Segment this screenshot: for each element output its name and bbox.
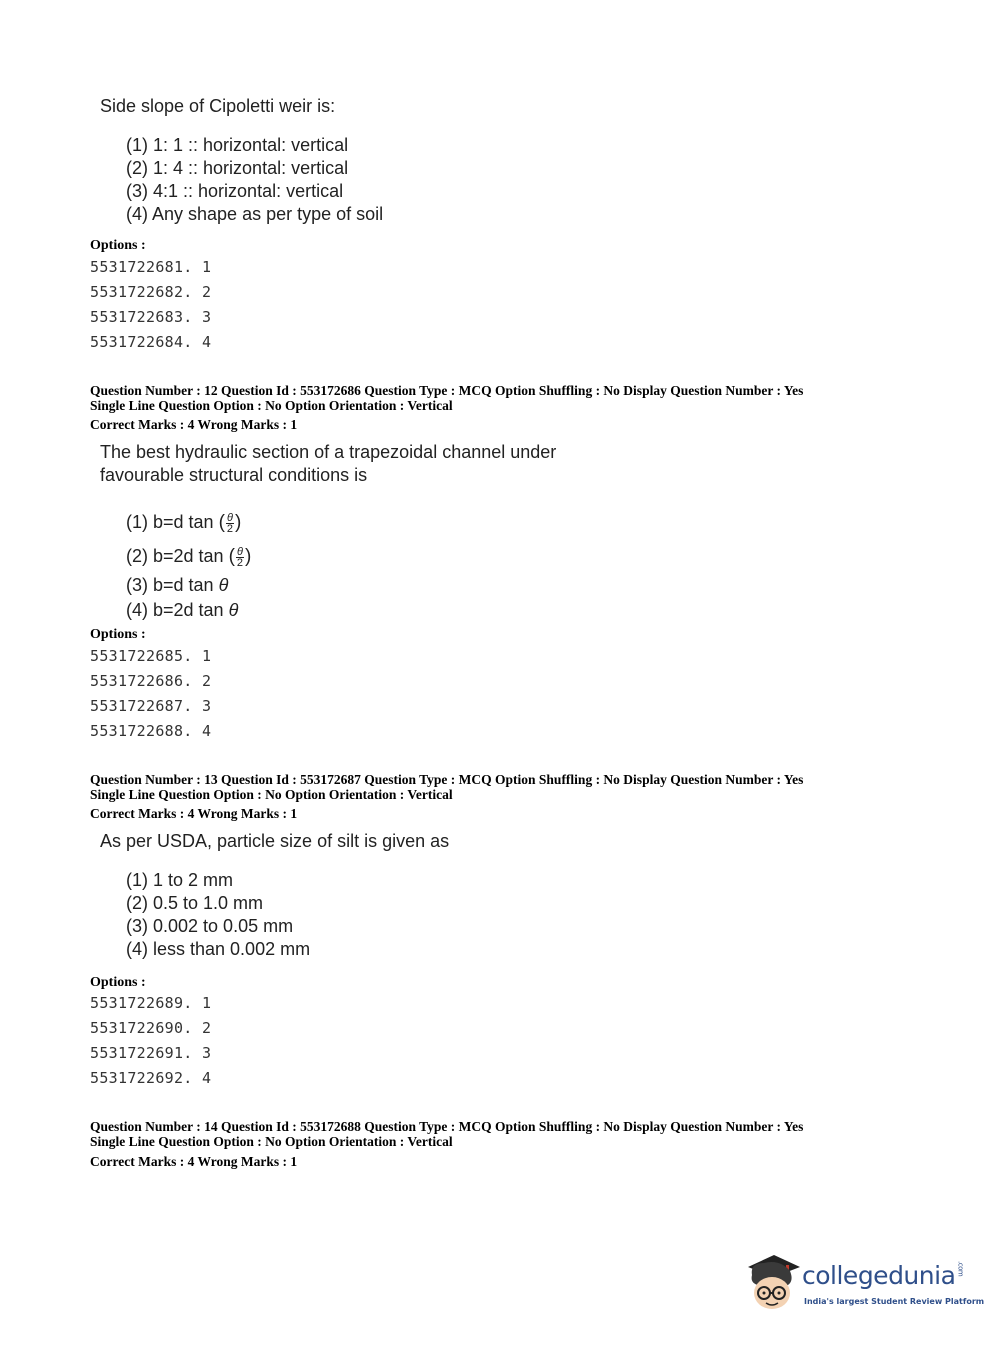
option-id: 5531722688. 4 [90, 722, 212, 740]
choice-item: (1) b=d tan ( $\frac{\theta}{2}$ ) [126, 511, 242, 535]
meta-line: Question Number : 14 Question Id : 553172688 Question Type : MCQ Option Shuffling : No Display Question Number : Yes [90, 1119, 804, 1134]
choice-item: (3) b=d tan θ [126, 575, 229, 595]
options-label: Options : [90, 975, 146, 990]
fraction: $\frac{\theta}{2}$ [236, 545, 244, 569]
choice-item: (3) 0.002 to 0.05 mm [126, 916, 294, 936]
meta-line: Question Number : 12 Question Id : 553172686 Question Type : MCQ Option Shuffling : No Display Question Number : Yes [90, 383, 804, 398]
logo-wordmark: collegedunia.com [802, 1261, 965, 1290]
option-id: 5531722690. 2 [90, 1019, 212, 1037]
option-id: 5531722691. 3 [90, 1044, 212, 1062]
question-12-choices [126, 505, 251, 623]
question-14-meta [90, 1119, 803, 1149]
question-12-meta [90, 383, 803, 413]
option-id: 5531722681. 1 [90, 258, 212, 276]
choice-item: (1) 1: 1 :: horizontal: vertical [126, 135, 349, 155]
question-11-text: Side slope of Cipoletti weir is: [100, 96, 336, 116]
question-11-choices [126, 134, 383, 226]
options-label: Options : [90, 627, 146, 642]
question-12-text [100, 441, 556, 487]
option-id-list [90, 644, 211, 744]
question-13-meta [90, 772, 803, 802]
meta-line: Single Line Question Option : No Option Orientation : Vertical [90, 398, 453, 413]
option-id: 5531722686. 2 [90, 672, 212, 690]
question-13-marks: Correct Marks : 4 Wrong Marks : 1 [90, 806, 298, 821]
choice-item: (4) Any shape as per type of soil [126, 204, 384, 224]
choice-item: (1) 1 to 2 mm [126, 870, 234, 890]
option-id: 5531722682. 2 [90, 283, 212, 301]
logo-tagline: India's largest Student Review Platform [804, 1297, 985, 1306]
meta-line: Single Line Question Option : No Option Orientation : Vertical [90, 1134, 453, 1149]
fraction: $\frac{\theta}{2}$ [226, 511, 234, 535]
meta-line: Question Number : 13 Question Id : 553172687 Question Type : MCQ Option Shuffling : No Display Question Number : Yes [90, 772, 804, 787]
options-label: Options : [90, 238, 146, 253]
option-id: 5531722689. 1 [90, 994, 212, 1012]
question-13-choices [126, 869, 310, 961]
meta-line: Single Line Question Option : No Option Orientation : Vertical [90, 787, 453, 802]
choice-item: (3) 4:1 :: horizontal: vertical [126, 181, 344, 201]
option-id-list [90, 991, 211, 1091]
mascot-icon [744, 1251, 804, 1315]
question-14-marks: Correct Marks : 4 Wrong Marks : 1 [90, 1154, 298, 1169]
choice-item: (2) b=2d tan ( $\frac{\theta}{2}$ ) [126, 545, 252, 569]
option-id: 5531722692. 4 [90, 1069, 212, 1087]
option-id: 5531722684. 4 [90, 333, 212, 351]
question-13-text: As per USDA, particle size of silt is given as [100, 831, 450, 851]
option-id: 5531722683. 3 [90, 308, 212, 326]
option-id: 5531722687. 3 [90, 697, 212, 715]
choice-item: (2) 1: 4 :: horizontal: vertical [126, 158, 349, 178]
question-12-marks: Correct Marks : 4 Wrong Marks : 1 [90, 417, 298, 432]
choice-item: (4) b=2d tan θ [126, 600, 239, 620]
option-id: 5531722685. 1 [90, 647, 212, 665]
question-text-line: favourable structural conditions is [100, 465, 368, 485]
question-text-line: The best hydraulic section of a trapezoidal channel under [100, 442, 557, 462]
choice-item: (2) 0.5 to 1.0 mm [126, 893, 264, 913]
collegedunia-logo [744, 1251, 985, 1315]
option-id-list [90, 255, 211, 355]
choice-item: (4) less than 0.002 mm [126, 939, 311, 959]
